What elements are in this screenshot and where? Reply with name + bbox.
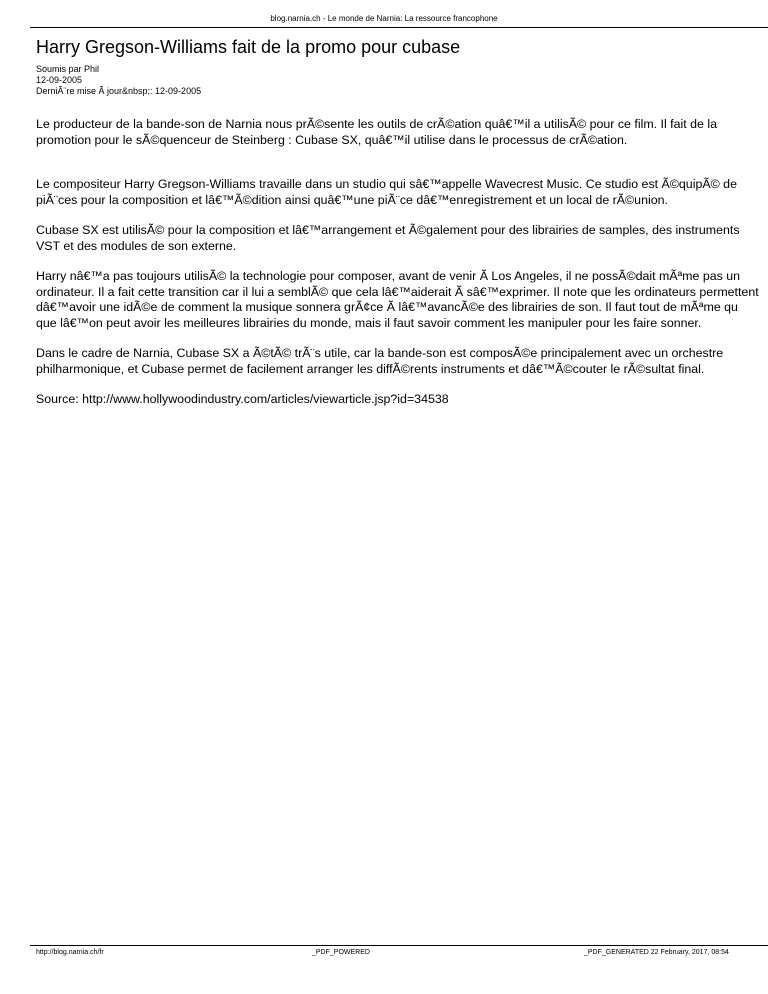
footer-url: http://blog.narnia.ch/fr	[36, 949, 104, 956]
footer-divider	[30, 945, 768, 946]
header-divider	[30, 27, 768, 28]
footer-generated: _PDF_GENERATED 22 February, 2017, 08:54	[584, 949, 729, 956]
paragraph-line: Dans le cadre de Narnia, Cubase SX a Ã©tÃ© trÃ¨s utile, car la bande-son est composÃ©e principalement avec un orchestre	[36, 346, 724, 360]
paragraph-line: Le producteur de la bande-son de Narnia nous prÃ©sente les outils de crÃ©ation quâ€™il a utilisÃ© pour ce film. Il fait de la	[36, 117, 718, 131]
paragraph-line: promotion pour le sÃ©quenceur de Steinberg : Cubase SX, quâ€™il utilise dans le processus de crÃ©ation.	[36, 132, 628, 147]
article-paragraph	[36, 177, 768, 208]
paragraph-line: Cubase SX est utilisÃ© pour la composition et lâ€™arrangement et Ã©galement pour des librairies de samples, des instruments	[36, 223, 740, 237]
footer-powered: _PDF_POWERED	[312, 949, 370, 956]
paragraph-line: VST et des modules de son externe.	[36, 238, 237, 253]
article-paragraph	[36, 117, 768, 148]
article	[36, 36, 768, 423]
article-body	[36, 117, 768, 423]
article-paragraph	[36, 223, 768, 254]
paragraph-line: piÃ¨ces pour la composition et lâ€™Ã©dition ainsi quâ€™une piÃ¨ce dâ€™enregistrement et un local de rÃ©union.	[36, 192, 668, 207]
article-author: Soumis par Phil	[36, 64, 100, 74]
paragraph-line: philharmonique, et Cubase permet de facilement arranger les diffÃ©rents instruments et dâ€™Ã©couter le rÃ©sultat final.	[36, 361, 705, 376]
article-paragraph	[36, 346, 768, 377]
paragraph-line: ordinateur. Il a fait cette transition car il lui a semblÃ© que cela lâ€™aiderait Ã sâ€™exprimer. Il note que les ordinateurs permettent	[36, 284, 759, 299]
paragraph-line: dâ€™avoir une idÃ©e de comment la musique sonnera grÃ¢ce Ã lâ€™avancÃ©e des librairies de son. Il faut tout de mÃªme qu	[36, 300, 738, 314]
paragraph-line: Le compositeur Harry Gregson-Williams travaille dans un studio qui sâ€™appelle Wavecrest Music. Ce studio est Ã©quipÃ© de	[36, 177, 737, 191]
source-line: Source: http://www.hollywoodindustry.com/articles/viewarticle.jsp?id=34538	[36, 392, 449, 406]
page-header-title: blog.narnia.ch - Le monde de Narnia: La ressource francophone	[270, 14, 498, 23]
article-updated: DerniÃ¨re mise Ã jour&nbsp;: 12-09-2005	[36, 86, 202, 96]
article-paragraph	[36, 269, 768, 331]
paragraph-line: que lâ€™on peut avoir les meilleures librairies du monde, mais il faut savoir comment les manipuler pour les faire sonner.	[36, 315, 702, 330]
paragraph-line: Harry nâ€™a pas toujours utilisÃ© la technologie pour composer, avant de venir Ã Los Angeles, il ne possÃ©dait mÃªme pas un	[36, 269, 741, 283]
article-title: Harry Gregson-Williams fait de la promo pour cubase	[36, 37, 461, 57]
article-meta	[36, 64, 768, 97]
article-paragraph	[36, 392, 768, 408]
article-date: 12-09-2005	[36, 75, 83, 85]
